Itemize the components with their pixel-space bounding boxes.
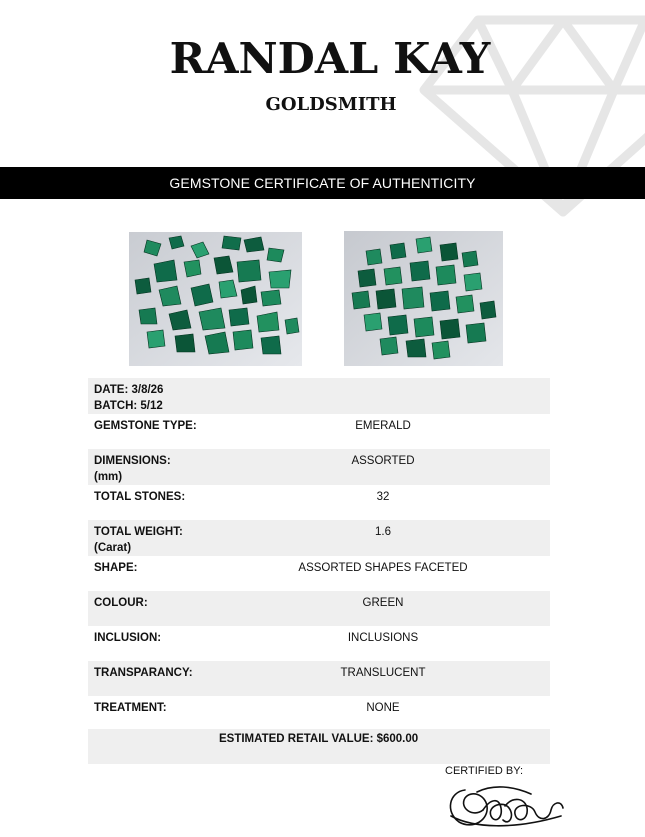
detail-label-unit: (mm) [94,471,123,483]
emerald-lot-photo-1 [129,232,302,366]
detail-value: 1.6 [266,520,550,556]
detail-row [88,414,550,449]
emerald-lot-photo-2 [344,231,503,366]
detail-row [88,696,550,731]
detail-value: INCLUSIONS [347,632,419,644]
detail-value: ASSORTED SHAPES FACETED [298,562,468,574]
detail-label: GEMSTONE TYPE: [94,420,197,432]
detail-value: 32 [376,491,390,503]
date-batch-row [88,378,550,414]
detail-row [88,449,550,485]
detail-value: TRANSLUCENT [266,661,550,696]
detail-value: NONE [366,702,400,714]
detail-row [88,485,550,520]
detail-label: SHAPE: [94,562,138,574]
date-label: DATE: 3/8/26 [94,384,164,396]
detail-label: INCLUSION: [94,632,162,644]
detail-label: COLOUR: [94,597,148,609]
detail-row [88,661,550,696]
batch-label: BATCH: 5/12 [94,400,163,412]
signature [443,776,573,832]
retail-value-row [88,729,550,764]
detail-row [88,556,550,591]
certified-by-label: CERTIFIED BY: [445,765,524,777]
detail-label: TOTAL STONES: [94,491,186,503]
detail-label: TOTAL WEIGHT: [94,526,183,538]
detail-value: EMERALD [355,420,411,432]
detail-label: DIMENSIONS: [94,455,171,467]
detail-label: TRANSPARANCY: [94,667,193,679]
certificate-details-table [88,378,550,731]
detail-label: TREATMENT: [94,702,167,714]
brand-subtitle: GOLDSMITH [265,94,397,115]
detail-row [88,626,550,661]
detail-row [88,520,550,556]
detail-value: GREEN [266,591,550,626]
brand-name: RANDAL KAY [169,34,491,83]
retail-value-text: ESTIMATED RETAIL VALUE: $600.00 [219,733,419,745]
detail-value: ASSORTED [266,449,550,485]
certificate-banner: GEMSTONE CERTIFICATE OF AUTHENTICITY [0,167,645,199]
detail-label-unit: (Carat) [94,542,132,554]
detail-row [88,591,550,626]
